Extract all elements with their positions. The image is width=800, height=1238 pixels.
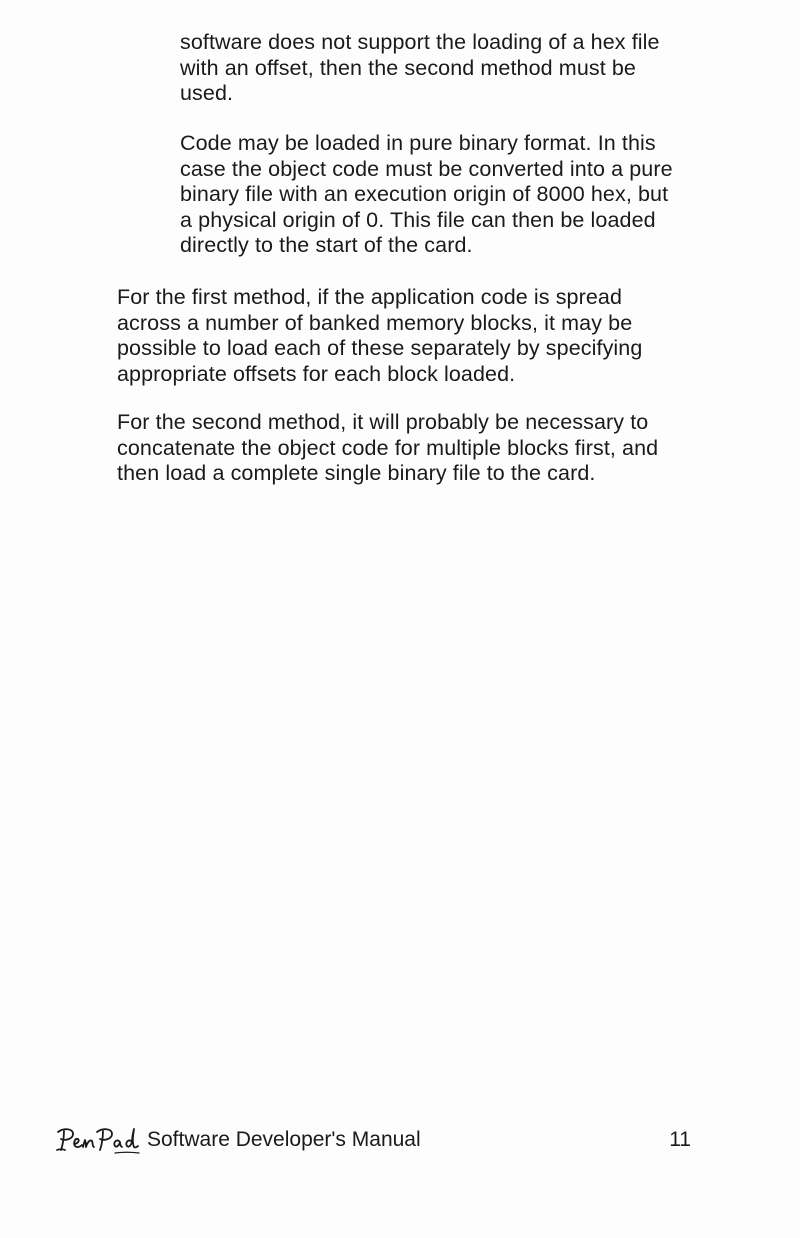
paragraph-second-method — [117, 410, 658, 487]
text-line: For the second method, it will probably be necessary to — [117, 410, 649, 434]
paragraph-hex-offset — [180, 30, 660, 107]
penpad-logo — [55, 1122, 143, 1162]
text-line: case the object code must be converted into a pure — [180, 156, 673, 181]
text-line: software does not support the loading of a hex file — [180, 30, 660, 54]
paragraph-first-method — [117, 285, 642, 387]
text-line: binary file with an execution origin of 8000 hex, but — [180, 182, 669, 207]
text-line: appropriate offsets for each block loaded. — [117, 361, 516, 386]
page-footer — [55, 1122, 695, 1162]
text-line: with an offset, then the second method must be — [180, 55, 636, 80]
text-line: Code may be loaded in pure binary format. In this — [180, 131, 656, 155]
text-line: concatenate the object code for multiple blocks first, and — [117, 435, 659, 460]
text-line: across a number of banked memory blocks, it may be — [117, 310, 633, 335]
text-line: directly to the start of the card. — [180, 233, 473, 258]
text-line: For the first method, if the application code is spread — [117, 285, 623, 309]
text-line: possible to load each of these separately by specifying — [117, 336, 643, 361]
paragraph-binary-format — [180, 131, 673, 259]
text-line: then load a complete single binary file to the card. — [117, 461, 596, 486]
manual-title: Software Developer's Manual — [147, 1128, 421, 1151]
text-line: a physical origin of 0. This file can then be loaded — [180, 207, 656, 232]
text-line: used. — [180, 81, 234, 106]
page-number: 11 — [669, 1128, 691, 1151]
